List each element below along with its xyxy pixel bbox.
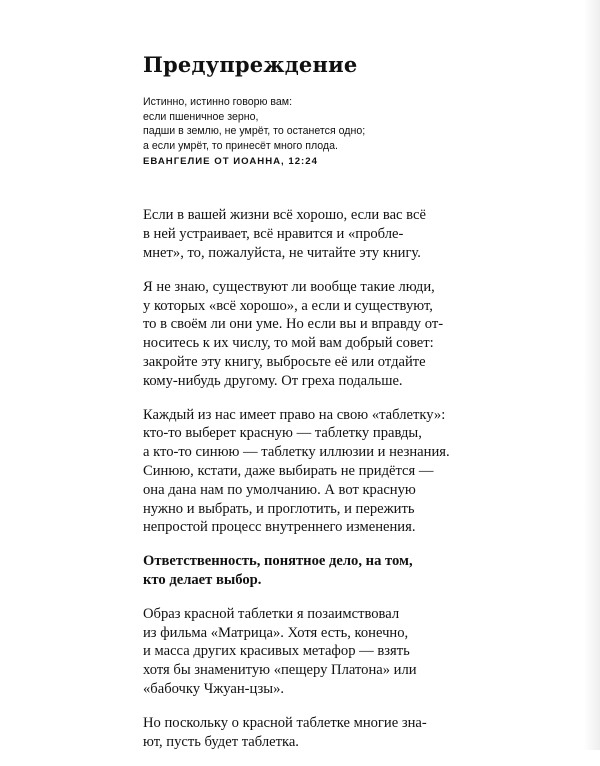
paragraph-line: Синюю, кстати, даже выбирать не придётся — xyxy=(143,462,434,479)
epigraph-line: Истинно, истинно говорю вам: xyxy=(143,96,293,108)
paragraph-line: и масса других красивых метафор — взять xyxy=(143,643,410,660)
epigraph-line: падши в землю, не умрёт, то останется одно; xyxy=(143,125,366,138)
paragraph-line: мнет», то, пожалуйста, не читайте эту книгу. xyxy=(143,244,421,261)
paragraph-line: из фильма «Матрица». Хотя есть, конечно, xyxy=(143,624,409,641)
paragraph-line: закройте эту книгу, выбросьте её или отдайте xyxy=(143,353,426,370)
paragraph xyxy=(143,206,473,262)
paragraph-line: кому-нибудь другому. От греха подальше. xyxy=(143,372,403,389)
page-edge-shadow xyxy=(584,0,600,750)
paragraph-line: хотя бы знаменитую «пещеру Платона» или xyxy=(143,662,417,679)
paragraph-line: Но поскольку о красной таблетке многие зна- xyxy=(143,714,427,731)
paragraph-line: то в своём ли они уме. Но если вы и вправду от- xyxy=(143,316,444,333)
paragraph-line: Если в вашей жизни всё хорошо, если вас всё xyxy=(143,207,426,224)
paragraph-line: непростой процесс внутреннего изменения. xyxy=(143,519,416,536)
paragraph xyxy=(143,714,473,752)
paragraph-line: нужно и выбрать, и проглотить, и пережить xyxy=(143,500,415,517)
paragraph-line: носитесь к их числу, то мой вам добрый совет: xyxy=(143,335,434,352)
paragraph-line: она дана нам по умолчанию. А вот красную xyxy=(143,481,416,498)
paragraph-line: Каждый из нас имеет право на свою «таблетку»: xyxy=(143,406,446,423)
paragraph-line: Образ красной таблетки я позаимствовал xyxy=(143,605,400,622)
epigraph-line: если пшеничное зерно, xyxy=(143,110,259,123)
chapter-title: Предупреждение xyxy=(143,52,358,77)
epigraph xyxy=(143,95,473,169)
paragraph-line: ют, пусть будет таблетка. xyxy=(143,733,299,750)
paragraph-line: Я не знаю, существуют ли вообще такие люди, xyxy=(143,278,435,295)
epigraph-source: ЕВАНГЕЛИЕ ОТ ИОАННА, 12:24 xyxy=(143,156,318,168)
paragraph-line: у которых «всё хорошо», а если и существуют, xyxy=(143,297,433,314)
paragraph xyxy=(143,605,473,699)
paragraph-line: а кто-то синюю — таблетку иллюзии и незнания. xyxy=(143,444,450,461)
paragraph-line: «бабочку Чжуан-цзы». xyxy=(143,680,285,697)
paragraph-line: кто делает выбор. xyxy=(143,571,262,588)
paragraph xyxy=(143,406,473,538)
page-content xyxy=(143,52,473,766)
bold-paragraph xyxy=(143,552,473,590)
body-text xyxy=(143,206,473,751)
paragraph-line: Ответственность, понятное дело, на том, xyxy=(143,553,413,570)
paragraph-line: кто-то выберет красную — таблетку правды, xyxy=(143,425,422,442)
paragraph-line: в ней устраивает, всё нравится и «пробле- xyxy=(143,226,404,243)
paragraph xyxy=(143,278,473,391)
epigraph-line: а если умрёт, то принесёт много плода. xyxy=(143,139,338,152)
